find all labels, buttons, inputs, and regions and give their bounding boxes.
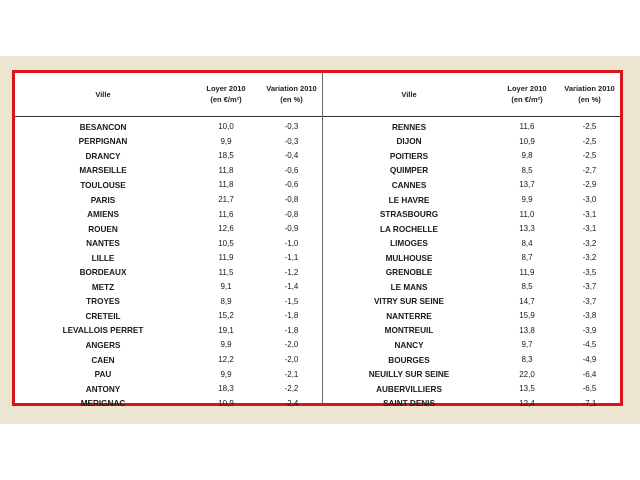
rent-cell: 13,8 xyxy=(519,325,535,335)
table-body-left xyxy=(15,117,322,411)
city-cell: LIMOGES xyxy=(390,239,428,249)
table-row xyxy=(323,382,620,397)
table-row xyxy=(15,251,322,266)
table-row xyxy=(15,396,322,411)
rent-cell: 9,1 xyxy=(220,282,232,292)
variation-cell: -2,4 xyxy=(284,398,299,408)
table-row xyxy=(323,251,620,266)
rent-cell: 8,7 xyxy=(521,253,533,263)
table-row xyxy=(323,280,620,295)
table-row xyxy=(15,353,322,368)
table-row xyxy=(323,367,620,382)
city-cell: ROUEN xyxy=(88,224,118,234)
table-row xyxy=(15,207,322,222)
rent-cell: 15,9 xyxy=(519,311,535,321)
rent-cell: 19,1 xyxy=(218,325,234,335)
city-cell: PAU xyxy=(94,370,112,380)
variation-cell: -0,6 xyxy=(284,165,299,175)
rent-cell: 10,9 xyxy=(218,398,234,408)
city-cell: POITIERS xyxy=(389,151,429,161)
table-row xyxy=(15,265,322,280)
rent-cell: 11,5 xyxy=(218,267,234,277)
city-cell: CRETEIL xyxy=(85,311,121,321)
city-cell: LA ROCHELLE xyxy=(380,224,438,234)
rent-cell: 8,9 xyxy=(220,296,232,306)
table-header xyxy=(323,73,620,117)
variation-cell: -1,4 xyxy=(284,282,299,292)
table-header xyxy=(15,73,322,117)
rent-cell: 21,7 xyxy=(218,195,234,204)
header-rent xyxy=(495,84,559,106)
variation-cell: -0,4 xyxy=(284,151,299,161)
variation-cell: -1,0 xyxy=(284,238,299,248)
rent-cell: 11,9 xyxy=(218,253,234,263)
rent-cell: 18,5 xyxy=(218,151,234,161)
table-row xyxy=(15,193,322,208)
rent-cell: 10,5 xyxy=(218,238,234,248)
table-row xyxy=(15,295,322,310)
table-row xyxy=(15,309,322,324)
table-row xyxy=(323,309,620,324)
table-row xyxy=(323,265,620,280)
table-row xyxy=(15,149,322,164)
variation-cell: -0,3 xyxy=(284,122,299,132)
rent-cell: 9,7 xyxy=(521,340,533,350)
variation-cell: -2,9 xyxy=(582,180,597,190)
city-cell: NANTERRE xyxy=(386,311,432,321)
table-row xyxy=(323,164,620,179)
header-city: Ville xyxy=(401,90,417,99)
variation-cell: -2,1 xyxy=(284,369,299,379)
table-row xyxy=(323,149,620,164)
variation-cell: -3,1 xyxy=(582,209,597,219)
rent-cell: 8,5 xyxy=(521,282,533,292)
table-row xyxy=(323,193,620,208)
city-cell: AMIENS xyxy=(87,210,119,220)
rent-cell: 10,9 xyxy=(519,136,535,146)
header-variation-line1: Variation 2010 xyxy=(266,83,317,93)
rent-cell: 13,3 xyxy=(519,224,535,234)
city-cell: LE MANS xyxy=(390,282,428,292)
variation-cell: -0,8 xyxy=(284,209,299,219)
rent-cell: 11,8 xyxy=(218,165,234,175)
variation-cell: -3,8 xyxy=(582,311,597,321)
rent-cell: 11,0 xyxy=(519,209,535,219)
variation-cell: -1,8 xyxy=(284,311,299,321)
city-cell: GRENOBLE xyxy=(385,268,433,278)
table-row xyxy=(15,178,322,193)
city-cell: METZ xyxy=(91,282,115,292)
rent-cell: 9,9 xyxy=(521,195,533,204)
table-row xyxy=(15,164,322,179)
city-cell: CANNES xyxy=(391,180,427,190)
table-row xyxy=(323,207,620,222)
header-rent xyxy=(191,84,261,106)
variation-cell: -2,5 xyxy=(582,136,597,146)
variation-cell: -3,1 xyxy=(582,224,597,234)
rent-cell: 11,6 xyxy=(218,209,234,219)
variation-cell: -2,5 xyxy=(582,122,597,132)
variation-cell: -2,2 xyxy=(284,384,299,394)
table-row xyxy=(323,236,620,251)
city-cell: QUIMPER xyxy=(389,166,429,176)
table-row xyxy=(323,324,620,339)
table-right-half xyxy=(323,73,620,409)
city-cell: NEUILLY SUR SEINE xyxy=(368,370,450,380)
rent-cell: 11,8 xyxy=(218,180,234,190)
variation-cell: -6,5 xyxy=(582,384,597,394)
rent-cell: 12,6 xyxy=(218,224,234,234)
table-row xyxy=(323,222,620,237)
table-row xyxy=(323,338,620,353)
variation-cell: -0,8 xyxy=(284,195,299,204)
rent-cell: 15,2 xyxy=(218,311,234,321)
city-cell: CAEN xyxy=(91,355,115,365)
header-variation-line2: (en %) xyxy=(578,94,601,104)
header-variation xyxy=(559,84,620,106)
rent-cell: 8,5 xyxy=(521,165,533,175)
rent-cell: 12,2 xyxy=(218,355,234,365)
city-cell: DIJON xyxy=(396,137,422,147)
header-rent-line2: (en €/m²) xyxy=(511,94,543,104)
table-row xyxy=(15,280,322,295)
city-cell: BESANCON xyxy=(79,122,127,132)
city-cell: VITRY SUR SEINE xyxy=(373,297,445,307)
city-cell: ANGERS xyxy=(85,340,121,350)
rent-cell: 13,5 xyxy=(519,384,535,394)
city-cell: BOURGES xyxy=(388,355,430,365)
variation-cell: -3,7 xyxy=(582,282,597,292)
table-row xyxy=(323,353,620,368)
header-rent-line2: (en €/m²) xyxy=(210,94,242,104)
rent-cell: 9,9 xyxy=(220,136,232,146)
variation-cell: -3,0 xyxy=(582,195,597,204)
variation-cell: -0,3 xyxy=(284,136,299,146)
city-cell: NANTES xyxy=(86,239,120,249)
header-rent-line1: Loyer 2010 xyxy=(206,83,246,93)
table-row xyxy=(323,120,620,135)
header-variation xyxy=(261,84,322,106)
table-left-half xyxy=(15,73,323,409)
table-row xyxy=(15,120,322,135)
table-row xyxy=(323,135,620,150)
variation-cell: -1,2 xyxy=(284,267,299,277)
table-row xyxy=(323,178,620,193)
rent-cell: 9,9 xyxy=(220,369,232,379)
rent-cell: 9,8 xyxy=(521,151,533,161)
variation-cell: -3,2 xyxy=(582,253,597,263)
city-cell: DRANCY xyxy=(85,151,121,161)
table-row xyxy=(15,324,322,339)
rent-table xyxy=(12,70,623,409)
city-cell: PARIS xyxy=(90,195,116,205)
city-cell: MONTREUIL xyxy=(384,326,434,336)
city-cell: MARSEILLE xyxy=(79,166,127,176)
table-row xyxy=(15,382,322,397)
table-row xyxy=(323,295,620,310)
table-row xyxy=(15,338,322,353)
variation-cell: -0,6 xyxy=(284,180,299,190)
city-cell: TOULOUSE xyxy=(80,180,126,190)
variation-cell: -6,4 xyxy=(582,369,597,379)
table-row xyxy=(15,135,322,150)
city-cell: RENNES xyxy=(391,122,427,132)
table-body-right xyxy=(323,117,620,411)
header-variation-line1: Variation 2010 xyxy=(564,83,615,93)
rent-cell: 13,7 xyxy=(519,180,535,190)
city-cell: LILLE xyxy=(91,253,115,263)
city-cell: NANCY xyxy=(394,340,424,350)
city-cell: MULHOUSE xyxy=(385,253,433,263)
rent-cell: 18,3 xyxy=(218,384,234,394)
rent-cell: 10,0 xyxy=(218,122,234,132)
city-cell: SAINT DENIS xyxy=(383,399,435,409)
city-cell: BORDEAUX xyxy=(79,268,127,278)
table-row xyxy=(323,396,620,411)
rent-cell: 8,3 xyxy=(521,355,533,365)
city-cell: MERIGNAC xyxy=(80,399,126,409)
variation-cell: -2,7 xyxy=(582,165,597,175)
variation-cell: -1,8 xyxy=(284,325,299,335)
city-cell: ANTONY xyxy=(85,384,121,394)
city-cell: TROYES xyxy=(86,297,120,307)
city-cell: STRASBOURG xyxy=(379,210,439,220)
rent-cell: 9,9 xyxy=(220,340,232,350)
header-rent-line1: Loyer 2010 xyxy=(507,83,547,93)
header-city: Ville xyxy=(95,90,111,99)
city-cell: LE HAVRE xyxy=(388,195,430,205)
variation-cell: -3,5 xyxy=(582,267,597,277)
variation-cell: -1,5 xyxy=(284,296,299,306)
rent-cell: 8,4 xyxy=(521,238,533,248)
variation-cell: -4,5 xyxy=(582,340,597,350)
variation-cell: -2,0 xyxy=(284,340,299,350)
table-row xyxy=(15,367,322,382)
variation-cell: -2,0 xyxy=(284,355,299,365)
rent-cell: 11,6 xyxy=(519,122,535,132)
rent-cell: 22,0 xyxy=(519,369,535,379)
city-cell: AUBERVILLIERS xyxy=(376,384,442,394)
table-row xyxy=(15,236,322,251)
variation-cell: -4,9 xyxy=(582,355,597,365)
variation-cell: -3,7 xyxy=(582,296,597,306)
rent-cell: 11,9 xyxy=(519,267,535,277)
variation-cell: -2,5 xyxy=(582,151,597,161)
variation-cell: -7,1 xyxy=(582,398,597,408)
variation-cell: -1,1 xyxy=(284,253,299,263)
city-cell: LEVALLOIS PERRET xyxy=(62,326,144,336)
variation-cell: -0,9 xyxy=(284,224,299,234)
rent-cell: 12,4 xyxy=(519,398,535,408)
city-cell: PERPIGNAN xyxy=(78,137,128,147)
rent-cell: 14,7 xyxy=(519,296,535,306)
header-variation-line2: (en %) xyxy=(280,94,303,104)
variation-cell: -3,2 xyxy=(582,238,597,248)
table-row xyxy=(15,222,322,237)
variation-cell: -3,9 xyxy=(582,325,597,335)
